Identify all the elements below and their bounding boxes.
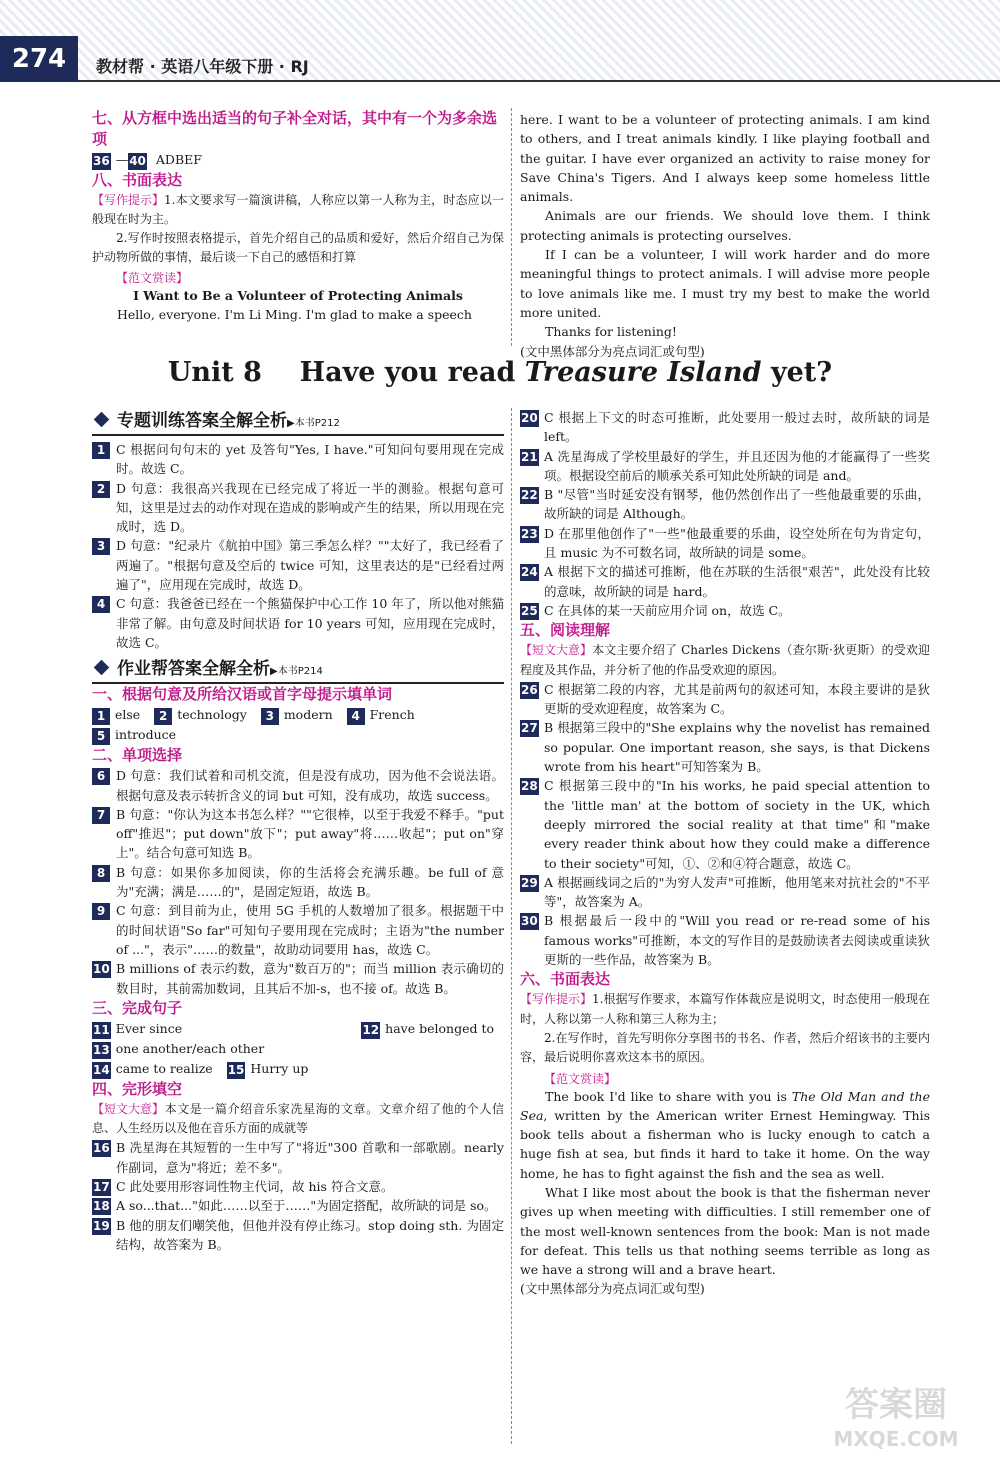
- answer-item: 25 C 在具体的某一天前应用介词 on，故选 C。: [521, 602, 791, 618]
- answer-item: 2 D 句意：我很高兴我现在已经完成了将近一半的测验。根据句意可知，这里是过去的动作对现在造成的影响或产生的结果，所以用现在完成时，选 D。: [92, 479, 504, 537]
- essay-para-2: Animals are our friends. We should love them. I think protecting animals is protecting ourselves.: [520, 208, 930, 243]
- homework-section-bar: 作业帮答案全解全析▶本书P214: [92, 656, 504, 684]
- watermark-logo: [806, 1376, 986, 1454]
- essay-para-1: here. I want to be a volunteer of protecting animals. I am kind to others, and I treat animals kindly. I like playing football and the guitar. I have ever organized an activity to raise money for Save China's Tigers. And I always keep some homeless little animals.: [520, 112, 930, 205]
- hw6-tip-2: 2.在写作时，首先写明你分享图书的书名、作者，然后介绍该书的主要内容，最后说明你喜欢这本书的原因。: [520, 1030, 930, 1065]
- answer-item: 10 B millions of 表示约数，意为"数百万的"；而当 million 表示确切的数目时，其前需加数词，且其后不加-s，也不接 of。故选 B。: [93, 961, 504, 996]
- topic-section-bar: 专题训练答案全解全析▶本书P212: [92, 408, 504, 436]
- hw-section-2-title: 二、单项选择: [92, 746, 183, 765]
- answer-item: 21 A 冼星海成了学校里最好的学生，并且还因为他的才能赢得了一些奖项。根据设空前后的顺承关系可知此处所缺的词是 and。: [521, 448, 930, 483]
- answer-item: 20 C 根据上下文的时态可推断，此处要用一般过去时，故所缺的词是 left。: [521, 410, 930, 445]
- diamond-icon: [94, 660, 110, 676]
- answer-item: 16 B 冼星海在其短暂的一生中写了"将近"300 首歌和一部歌剧。nearly 作副词，意为"将近；差不多"。: [93, 1140, 504, 1175]
- hw-section-6-title: 六、书面表达: [520, 970, 611, 989]
- answer-item: 17 C 此处要用形容词性物主代词，故 his 符合文意。: [93, 1179, 394, 1195]
- section-8-title: 八、书面表达: [92, 171, 183, 189]
- hw1-answers: 1 else 2 technology 3 modern 4 French: [92, 705, 504, 725]
- answer-item: 7 B 句意："你认为这本书怎么样？""它很棒，以至于我爱不释手。"put off"推迟"；put down"放下"；put away"将……收起"；put on"穿上"。结合句意可知选 B。: [92, 805, 504, 863]
- hw-section-3-title: 三、完成句子: [92, 998, 183, 1017]
- answer-item: 19 B 他的朋友们嘲笑他，但他并没有停止练习。stop doing sth. 为固定结构，故答案为 B。: [93, 1217, 504, 1252]
- answer-item: 22 B "尽管"当时延安没有钢琴，他仍然创作出了一些他最重要的乐曲，故所缺的词是 Although。: [521, 487, 930, 522]
- essay-para-4: Thanks for listening!: [545, 324, 677, 340]
- writing-tip-2: 2.写作时按照表格提示，首先介绍自己的品质和爱好，然后介绍自己为保护动物所做的事情，最后谈一下自己的感悟和打算: [92, 231, 504, 264]
- hw-section-1-title: 一、根据句意及所给汉语或首字母提示填单词: [92, 685, 393, 704]
- answer-item: 8 B 句意：如果你多加阅读，你的生活将会充满乐趣。be full of 意为"充满；满是……的"，是固定短语，故选 B。: [92, 863, 504, 902]
- range-end-badge: 40: [129, 154, 146, 168]
- answer-item: 29 A 根据画线词之后的"为穷人发声"可推断，他用笔来对抗社会的"不平等"，故答案为 A。: [521, 874, 930, 910]
- hw-section-5-title: 五、阅读理解: [520, 621, 611, 640]
- answer-text: ADBEF: [155, 152, 202, 167]
- model-essay-tag: 【范文赏读】: [544, 1071, 617, 1086]
- hw6-essay-para-1: The book I'd like to share with you is The Old Man and the Sea, written by the American writer Ernest Hemingway. This book tells about a fisherman who is lucky enough to catch a huge fish at sea, but finds it hard to take it home. On the way home, he has to fight against the fish and the sea as well.: [520, 1088, 930, 1181]
- essay-start: Hello, everyone. I'm Li Ming. I'm glad to make a speech: [117, 307, 472, 323]
- section-7-title: 七、从方框中选出适当的句子补全对话，其中有一个为多余选项: [92, 109, 498, 148]
- answer-item: 23 D 在那里他创作了"一些"他最重要的乐曲，设空处所在句为肯定句，且 music 为不可数名词，故所缺的词是 some。: [521, 525, 930, 561]
- hw6-tip-1: 【写作提示】1.根据写作要求，本篇写作体裁应是说明文，时态使用一般现在时，人称以第一人称和第三人称为主；: [520, 992, 930, 1026]
- essay-title: I Want to Be a Volunteer of Protecting Animals: [133, 288, 463, 303]
- model-essay-tag: 【范文赏读】: [116, 271, 189, 285]
- range-start-badge: 36: [93, 154, 110, 168]
- answer-item: 3 D 句意："纪录片《航拍中国》第三季怎么样？""太好了，我已经看了两遍了。"根据句意及空后的 twice 可知，这里表达的是"已经看过两遍了"，应用现在完成时，故选 D。: [92, 536, 504, 594]
- hw6-essay-para-2: What I like most about the book is that the fisherman never gives up when meeting with difficulties. I still remember one of the most well-known sentences from the book: Man is not made for defeat. This tells us that nothing seems terrible as long as we have a strong will and a brave heart.: [520, 1184, 930, 1278]
- header-rule: [78, 80, 1000, 82]
- answer-item: 30 B 根据最后一段中的"Will you read or re-read some of his famous works"可推断，本文的写作目的是鼓励读者去阅读或重读狄更斯的一些作品，故答案为 B。: [521, 913, 930, 968]
- writing-tip-1: 【写作提示】1.本文要求写一篇演讲稿，人称应以第一人称为主，时态应以一般现在时为主。: [92, 193, 504, 226]
- section-7-answer: 36 —40 ADBEF: [93, 152, 202, 168]
- column-divider-main: [511, 408, 512, 1444]
- hw1-answer-5: 5 introduce: [92, 725, 504, 745]
- svg-text:答案圈: 答案圈: [845, 1385, 947, 1425]
- hw6-note: (文中黑体部分为亮点词汇或句型): [520, 1281, 705, 1297]
- answer-item: 26 C 根据第二段的内容，尤其是前两句的叙述可知，本段主要讲的是狄更斯的受欢迎程度，故答案为 C。: [521, 681, 930, 717]
- unit-label: Unit 8: [167, 357, 262, 388]
- diamond-icon: [94, 412, 110, 428]
- hw3-answers-row2: 14 came to realize 15 Hurry up: [93, 1060, 309, 1077]
- unit-title: Unit 8 Have you read Treasure Island yet?: [167, 357, 833, 388]
- answer-item: 6 D 句意：我们试着和司机交流，但是没有成功，因为他不会说法语。根据句意及表示转折含义的词 but 可知，没有成功，故选 success。: [92, 766, 504, 805]
- book-title: 教材帮 · 英语八年级下册 · RJ: [96, 57, 309, 76]
- column-divider-top: [511, 108, 512, 346]
- reading-summary: 【短文大意】本文主要介绍了 Charles Dickens（查尔斯·狄更斯）的受欢迎程度及其作品，并分析了他的作品受欢迎的原因。: [520, 643, 930, 677]
- answer-item: 4 C 句意：我爸爸已经在一个熊猫保护中心工作 10 年了，所以他对熊猫非常了解。由句意及时间状语 for 10 years 可知，应用现在完成时，故选 C。: [92, 594, 504, 652]
- cloze-summary: 【短文大意】本文是一篇介绍音乐家冼星海的文章。文章介绍了他的个人信息、人生经历以及他在音乐方面的成就等: [92, 1101, 504, 1136]
- answer-item: 9 C 句意：到目前为止，使用 5G 手机的人数增加了很多。根据题干中的时间状语"So far"可知句子要用现在完成时；主语为"the number of ..."，表示"……的数量"，故助动词要用 has，故选 C。: [92, 901, 504, 959]
- answer-item: 18 A so...that..."如此……以至于……"为固定搭配，故所缺的词是 so。: [93, 1198, 497, 1214]
- top-left-column: [92, 108, 504, 325]
- essay-note: (文中黑体部分为亮点词汇或句型): [520, 343, 705, 359]
- top-right-column: [520, 110, 930, 361]
- answer-item: 28 C 根据第三段中的"In his works, he paid special attention to the 'little man' at the bottom of society in the UK, which deeply mirrored the social reality at that time"和"make every reader think about how they could make a difference to their society"可知，①、②和④符合题意，故选 C。: [521, 778, 930, 871]
- essay-para-3: If I can be a volunteer, I will work harder and do more meaningful things to protect animals. I will advise more people to love animals like me. I must try my best to make the world more united.: [520, 247, 930, 320]
- tip-tag: 【写作提示】: [92, 193, 165, 207]
- svg-text:MXQE.COM: MXQE.COM: [833, 1427, 959, 1451]
- main-right-column: [520, 408, 930, 1299]
- page-number: 274: [0, 36, 78, 82]
- hw3-answers: 11 Ever since 12 have belonged to 13 one another/each other: [93, 1020, 494, 1057]
- answer-item: 1 C 根据问句句末的 yet 及答句"Yes, I have."可知问句要用现在完成时。故选 C。: [92, 440, 504, 479]
- answer-item: 27 B 根据第三段中的"She explains why the novelist has remained so popular. One important reason, she says, is that Dickens wrote from his heart"可知答案为 B。: [521, 720, 930, 775]
- answer-item: 24 A 根据下文的描述可推断，他在苏联的生活很"艰苦"，此处没有比较的意味，故所缺的词是 hard。: [521, 564, 930, 599]
- hw-section-4-title: 四、完形填空: [92, 1079, 183, 1098]
- main-left-column: [92, 408, 504, 1254]
